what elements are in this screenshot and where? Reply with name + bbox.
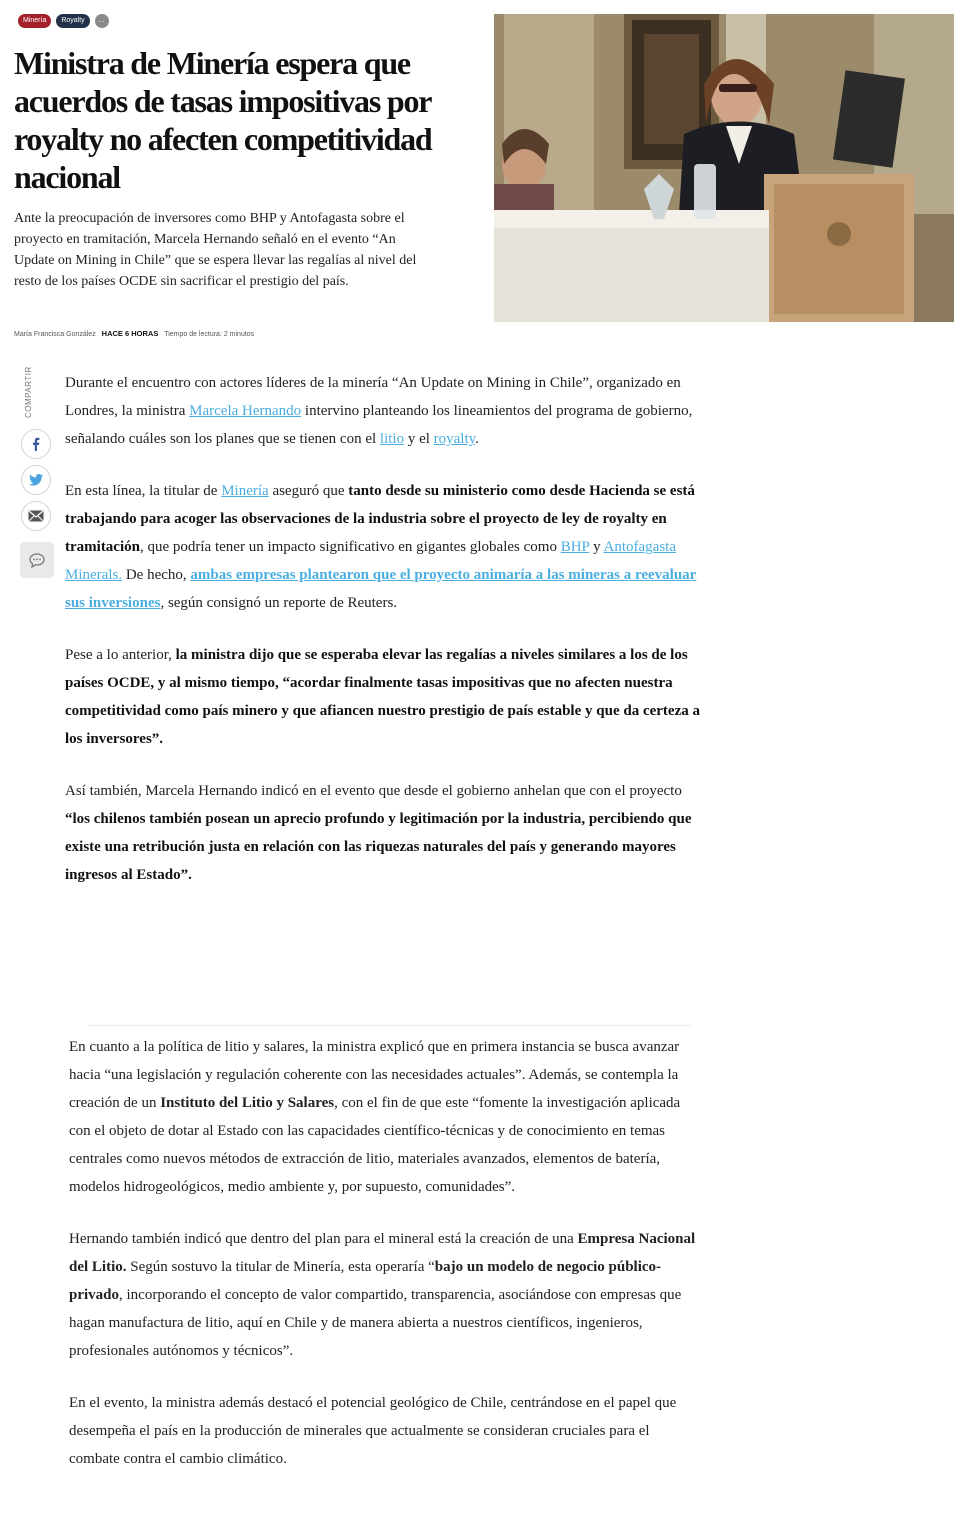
article-body [65, 369, 701, 913]
author-name[interactable]: María Francisca González [14, 331, 96, 338]
headline: Ministra de Minería espera que acuerdos de tasas impositivas por royalty no afecten competitividad nacional [14, 45, 432, 195]
link-bhp[interactable]: BHP [560, 539, 590, 555]
article-paragraph: Pese a lo anterior, la ministra dijo que se esperaba elevar las regalías a niveles similares a los de los países OCDE, y al mismo tiempo, “acordar finalmente tasas impositivas que no afecten nuestra competitividad como país minero y que afiancen nuestro prestigio de país estable y que da certeza a los inversores”. [65, 647, 700, 747]
email-icon [28, 510, 44, 522]
divider [88, 1025, 692, 1026]
article-lead: Ante la preocupación de inversores como BHP y Antofagasta sobre el proyecto en tramitación, Marcela Hernando señaló en el evento “An Update on Mining in Chile” que se espera llevar las regalías al nivel del resto de los países OCDE sin sacrificar el prestigio del país. [14, 211, 417, 289]
article-paragraph: En el evento, la ministra además destacó el potencial geológico de Chile, centrándose en el papel que desempeña el país en la producción de minerales que actualmente se consideran cruciales para el combate contra el cambio climático. [69, 1395, 677, 1467]
article-paragraph: En cuanto a la política de litio y salares, la ministra explicó que en primera instancia se busca avanzar hacia “una legislación y regulación coherente con las necesidades actuales”. Además, se contempla la creación de un Instituto del Litio y Salares, con el fin de que este “fomente la investigación aplicada con el objeto de dotar al Estado con las capacidades científico-técnicas y de conocimiento en temas centrales como nuevos métodos de extracción de litio, materiales avanzados, elementos de batería, modelos hidrogeológicos, medio ambiente y, por supuesto, comunidades”. [69, 1039, 681, 1195]
link-royalty[interactable]: royalty [433, 431, 476, 447]
link-mineria[interactable]: Minería [221, 483, 269, 499]
article-body-continued [69, 1033, 701, 1497]
share-facebook-button[interactable] [21, 429, 51, 459]
share-twitter-button[interactable] [21, 465, 51, 495]
twitter-icon [29, 474, 43, 486]
share-email-button[interactable] [21, 501, 51, 531]
share-label: COMPARTIR [24, 366, 33, 418]
reading-time: Tiempo de lectura: 2 minutos [164, 331, 255, 338]
link-reuters-report[interactable]: ambas empresas plantearon que el proyecto animaría a las mineras a reevaluar sus inversiones [65, 567, 697, 611]
tag-mineria[interactable]: Minería [18, 14, 51, 28]
hero-photo [494, 14, 954, 322]
link-litio[interactable]: litio [379, 431, 405, 447]
facebook-icon [30, 437, 42, 451]
link-antofagasta-minerals[interactable]: Antofagasta Minerals. [65, 539, 676, 583]
article-paragraph: Hernando también indicó que dentro del plan para el mineral está la creación de una Empresa Nacional del Litio. Según sostuvo la titular de Minería, esta operaría “bajo un modelo de negocio público-privado, incorporando el concepto de valor compartido, transparencia, asociándose con empresas que hagan manufactura de litio, aquí en Chile y de manera abierta a nuestros científicos, ingenieros, profesionales autónomos y técnicos”. [69, 1231, 696, 1359]
article-paragraph: Durante el encuentro con actores líderes de la minería “An Update on Mining in Chile”, organizado en Londres, la ministra Marcela Hernando intervino planteando los lineamientos del programa de gobierno, señalando cuáles son los planes que se tienen con el litio y el royalty. [65, 375, 693, 447]
byline [14, 329, 254, 338]
tag-list [18, 14, 109, 28]
link-marcela-hernando[interactable]: Marcela Hernando [189, 403, 302, 419]
tag-royalty[interactable]: Royalty [56, 14, 89, 28]
comment-icon [29, 553, 45, 568]
article-paragraph: En esta línea, la titular de Minería aseguró que tanto desde su ministerio como desde Hacienda se está trabajando para acoger las observaciones de la industria sobre el proyecto de ley de royalty en tramitación, que podría tener un impacto significativo en gigantes globales como BHP y Antofagasta Minerals. De hecho, ambas empresas plantearon que el proyecto animaría a las mineras a reevaluar sus inversiones, según consignó un reporte de Reuters. [65, 483, 697, 611]
publish-time: HACE 6 HORAS [101, 329, 159, 338]
comment-button[interactable] [20, 542, 54, 578]
tag-more-button[interactable]: ... [95, 14, 109, 28]
article-paragraph: Así también, Marcela Hernando indicó en el evento que desde el gobierno anhelan que con el proyecto “los chilenos también posean un aprecio profundo y legitimación por la industria, percibiendo que existe una retribución justa en relación con las riquezas naturales del país y generando mayores ingresos al Estado”. [65, 783, 692, 883]
hero-photo-illustration [494, 14, 954, 322]
